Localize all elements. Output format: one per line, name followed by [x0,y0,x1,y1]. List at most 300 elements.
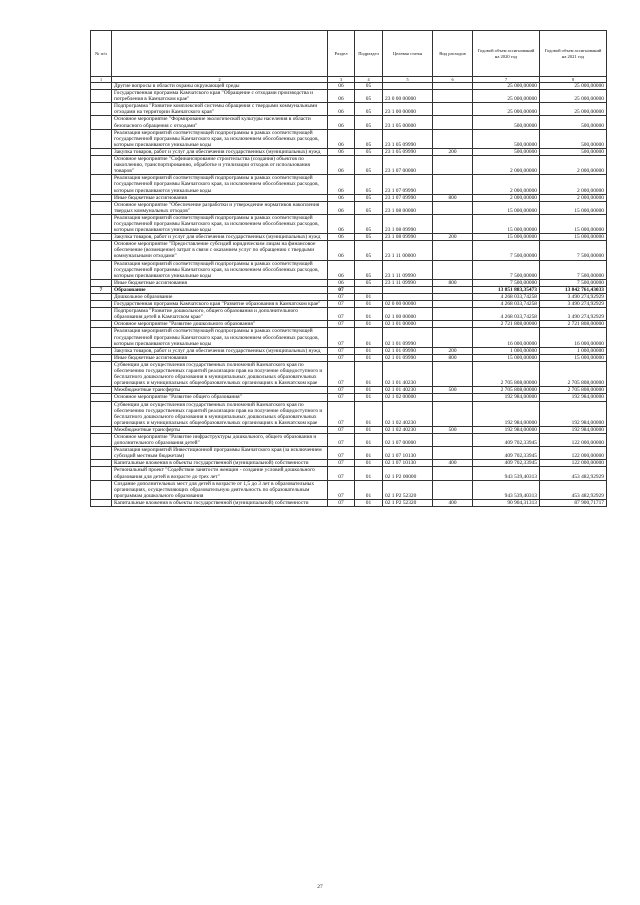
table-row [91,83,607,90]
cell-podrazdel: 05 [355,234,383,241]
cell-celevaya: 02 1 01 40230 [383,387,433,394]
header-razdel: Раздел [328,31,355,77]
cell-celevaya: 02 1 07 10130 [383,447,433,460]
cell-num [91,90,112,103]
cell-2021: 2 705 808,00000 [540,387,607,394]
table-row [91,480,607,499]
cell-vid [433,321,473,328]
header-name [112,31,328,77]
cell-podrazdel: 01 [355,294,383,301]
cell-razdel: 07 [328,328,355,347]
table-row [91,354,607,361]
cell-razdel: 06 [328,156,355,175]
cell-razdel: 07 [328,433,355,446]
table-row [91,467,607,480]
cell-vid [433,433,473,446]
cell-2021: 25 000,00000 [540,90,607,103]
cell-razdel: 07 [328,301,355,308]
cell-razdel: 07 [328,294,355,301]
cell-2021: 453 482,92929 [540,480,607,499]
cell-num [91,308,112,321]
table-row [91,426,607,433]
cell-podrazdel: 01 [355,460,383,467]
cell-celevaya: 02 0 00 00000 [383,301,433,308]
cell-2020: 192 984,00000 [473,394,540,401]
cell-num [91,467,112,480]
header-num: № п/п [91,31,112,77]
cell-2021: 192 984,00000 [540,401,607,426]
cell-celevaya: 23 1 08 00000 [383,201,433,214]
cell-vid [433,467,473,480]
cell-2021: 192 984,00000 [540,426,607,433]
cell-razdel: 06 [328,241,355,260]
cell-2020: 409 702,33945 [473,433,540,446]
table-row [91,447,607,460]
table-row [91,175,607,194]
cell-2020: 409 702,33945 [473,460,540,467]
cell-name: Капитальные вложения в объекты государственной (муниципальной) собственности [112,460,328,467]
cell-razdel: 06 [328,279,355,286]
cell-num [91,175,112,194]
table-row [91,116,607,129]
cell-razdel: 06 [328,90,355,103]
cell-podrazdel: 05 [355,90,383,103]
cell-podrazdel: 05 [355,214,383,233]
cell-vid [433,308,473,321]
header-vid: Вид расходов [433,31,473,77]
cell-num [91,294,112,301]
table-row [91,387,607,394]
cell-2021: 16 000,00000 [540,328,607,347]
cell-podrazdel: 01 [355,347,383,354]
cell-razdel: 07 [328,387,355,394]
cell-num [91,347,112,354]
cell-num [91,241,112,260]
cell-num [91,148,112,155]
cell-num [91,234,112,241]
cell-podrazdel: 05 [355,175,383,194]
cell-name: Образование [112,286,328,293]
cell-2020: 943 539,40313 [473,480,540,499]
cell-name: Основное мероприятие "Развитие общего образования" [112,394,328,401]
cell-2020: 500,00000 [473,116,540,129]
cell-2020: 7 500,00000 [473,260,540,279]
table-row [91,394,607,401]
cell-num [91,214,112,233]
cell-celevaya [383,83,433,90]
cell-vid: 200 [433,148,473,155]
cell-name: Основное мероприятие "Формирование экологической культуры населения в области безопасного обращения с отходами" [112,116,328,129]
cell-name: Субвенции для осуществления государственных полномочий Камчатского края по обеспечению государственных гарантий реализации прав на получение общедоступного и бесплатного дошкольного образования в муниципальных дошкольных образовательных организациях и муниципальных общеобразовательных организациях в Камчатском крае [112,401,328,426]
cell-2020: 943 539,40313 [473,467,540,480]
cell-name: Подпрограмма "Развитие комплексной системы обращения с твердыми коммунальными отходами на территории Камчатского края" [112,103,328,116]
table-row [91,286,607,293]
cell-celevaya: 02 1 02 40230 [383,426,433,433]
cell-celevaya: 23 1 07 09990 [383,194,433,201]
cell-name: Создание дополнительных мест для детей в возрасте от 1,5 до 3 лет в образовательных организациях, осуществляющих образовательную деятельность по образовательным программам дошкольного образования [112,480,328,499]
cell-razdel: 07 [328,401,355,426]
cell-2020: 2 000,00000 [473,194,540,201]
cell-2021: 15 000,00000 [540,214,607,233]
cell-celevaya: 02 1 02 40230 [383,401,433,426]
cell-podrazdel: 01 [355,433,383,446]
table-row [91,460,607,467]
cell-celevaya: 02 1 P2 00000 [383,467,433,480]
cell-vid [433,241,473,260]
cell-podrazdel [355,286,383,293]
cell-razdel: 07 [328,394,355,401]
cell-name: Реализация мероприятий соответствующей подпрограммы в рамках соответствующей государственной программы Камчатского края, за исключением обособленных расходов, которым присваиваются уникальные коды [112,328,328,347]
cell-celevaya [383,294,433,301]
cell-vid: 400 [433,460,473,467]
cell-podrazdel: 05 [355,201,383,214]
table-row [91,328,607,347]
cell-2020: 7 500,00000 [473,241,540,260]
table-row [91,234,607,241]
cell-num [91,129,112,148]
colnum-3: 3 [328,77,355,83]
colnum-6: 6 [433,77,473,83]
cell-name: Иные бюджетные ассигнования [112,279,328,286]
table-row [91,308,607,321]
cell-num [91,194,112,201]
cell-razdel: 07 [328,460,355,467]
cell-name: Государственная программа Камчатского края "Развитие образования в Камчатском крае" [112,301,328,308]
cell-2021: 453 482,92929 [540,467,607,480]
cell-celevaya: 02 1 01 09990 [383,354,433,361]
cell-2020: 7 500,00000 [473,279,540,286]
table-row [91,156,607,175]
cell-2021: 122 000,00000 [540,460,607,467]
cell-vid [433,156,473,175]
header-2020: Годовой объем ассигнований на 2020 год [473,31,540,77]
cell-name: Другие вопросы в области охраны окружающей среды [112,83,328,90]
cell-vid [433,480,473,499]
colnum-1: 1 [91,77,112,83]
cell-2020: 409 702,33945 [473,447,540,460]
cell-2020: 500,00000 [473,129,540,148]
cell-celevaya: 02 1 P2 52320 [383,480,433,499]
table-row [91,279,607,286]
table-row [91,260,607,279]
cell-razdel: 06 [328,201,355,214]
cell-2021: 15 000,00000 [540,201,607,214]
cell-name: Реализация мероприятий Инвестиционной программы Камчатского края (за исключением субсидий местным бюджетам) [112,447,328,460]
cell-num [91,447,112,460]
cell-2020: 2 705 808,00000 [473,387,540,394]
cell-razdel: 07 [328,480,355,499]
cell-celevaya: 23 1 08 09990 [383,234,433,241]
cell-podrazdel: 01 [355,354,383,361]
table-row [91,90,607,103]
cell-razdel: 07 [328,426,355,433]
cell-2021: 2 705 808,00000 [540,361,607,386]
cell-vid [433,175,473,194]
cell-razdel: 06 [328,194,355,201]
cell-2021: 3 490 274,92929 [540,294,607,301]
cell-podrazdel: 01 [355,499,383,506]
cell-name: Межбюджетные трансферты [112,426,328,433]
cell-2021: 87 900,71717 [540,499,607,506]
cell-name: Основное мероприятие "Обеспечение разработки и утверждение нормативов накопления твердых коммунальных отходов" [112,201,328,214]
cell-num [91,103,112,116]
cell-2021: 500,00000 [540,116,607,129]
cell-podrazdel: 01 [355,467,383,480]
cell-podrazdel: 01 [355,426,383,433]
cell-celevaya: 23 1 11 09990 [383,260,433,279]
cell-2021: 7 500,00000 [540,260,607,279]
cell-name: Региональный проект "Содействие занятости женщин - создание условий дошкольного образования для детей в возрасте до трех лет" [112,467,328,480]
cell-celevaya: 02 1 01 09990 [383,347,433,354]
cell-vid: 200 [433,347,473,354]
cell-vid: 800 [433,354,473,361]
table-row [91,103,607,116]
cell-num [91,328,112,347]
cell-num [91,480,112,499]
table-row [91,361,607,386]
cell-num [91,260,112,279]
table-row [91,241,607,260]
cell-celevaya: 02 1 07 00000 [383,433,433,446]
cell-num [91,387,112,394]
table-row [91,499,607,506]
cell-2020: 2 000,00000 [473,156,540,175]
cell-celevaya: 23 1 05 09990 [383,129,433,148]
cell-2021: 500,00000 [540,148,607,155]
cell-2020: 1 000,00000 [473,347,540,354]
cell-num [91,460,112,467]
cell-name: Реализация мероприятий соответствующей подпрограммы в рамках соответствующей государственной программы Камчатского края, за исключением обособленных расходов, которым присваиваются уникальные коды [112,175,328,194]
cell-podrazdel: 01 [355,361,383,386]
cell-name: Основное мероприятие "Предоставление субсидий юридическим лицам на финансовое обеспечение (возмещение) затрат в связи с оказанием услуг по обращению с твердыми коммунальными отходами" [112,241,328,260]
cell-2021: 3 490 274,92929 [540,301,607,308]
cell-celevaya: 23 1 07 00000 [383,156,433,175]
table-row [91,194,607,201]
colnum-8: 8 [540,77,607,83]
cell-2021: 25 000,00000 [540,83,607,90]
cell-name: Закупка товаров, работ и услуг для обеспечения государственных (муниципальных) нужд [112,347,328,354]
cell-podrazdel: 05 [355,156,383,175]
table-row [91,401,607,426]
cell-razdel: 07 [328,361,355,386]
cell-name: Основное мероприятие "Софинансирование строительства (создания) объектов по накоплению, транспортированию, обработке и утилизации отходов от использования товаров" [112,156,328,175]
cell-num [91,394,112,401]
table-row [91,433,607,446]
cell-2021: 7 500,00000 [540,279,607,286]
cell-vid [433,116,473,129]
cell-podrazdel: 01 [355,328,383,347]
cell-podrazdel: 05 [355,260,383,279]
cell-2020: 2 721 808,00000 [473,321,540,328]
cell-celevaya: 02 1 00 00000 [383,308,433,321]
cell-podrazdel: 05 [355,129,383,148]
cell-2021: 122 000,00000 [540,433,607,446]
cell-2020: 4 268 033,74258 [473,301,540,308]
cell-razdel: 06 [328,214,355,233]
cell-vid [433,201,473,214]
table-header-row [91,31,607,77]
cell-vid: 500 [433,387,473,394]
cell-razdel: 07 [328,467,355,480]
cell-celevaya: 23 1 08 09990 [383,214,433,233]
colnum-2: 2 [112,77,328,83]
cell-celevaya: 23 1 11 09990 [383,279,433,286]
table-row [91,148,607,155]
table-row [91,129,607,148]
cell-podrazdel: 05 [355,279,383,286]
cell-celevaya: 23 0 00 00000 [383,90,433,103]
cell-podrazdel: 01 [355,394,383,401]
cell-2021: 15 000,00000 [540,354,607,361]
cell-2021: 3 490 274,92929 [540,308,607,321]
cell-vid: 200 [433,234,473,241]
cell-vid: 800 [433,194,473,201]
cell-podrazdel: 01 [355,447,383,460]
cell-vid: 800 [433,279,473,286]
cell-num [91,301,112,308]
cell-2020: 15 000,00000 [473,354,540,361]
header-2021: Годовой объем ассигнований на 2021 год [540,31,607,77]
cell-razdel: 07 [328,286,355,293]
cell-celevaya: 23 1 05 09990 [383,148,433,155]
cell-num [91,83,112,90]
cell-razdel: 06 [328,234,355,241]
cell-num [91,426,112,433]
cell-num [91,201,112,214]
cell-2021: 192 984,00000 [540,394,607,401]
cell-celevaya: 23 1 11 00000 [383,241,433,260]
table-row [91,294,607,301]
cell-razdel: 07 [328,321,355,328]
cell-podrazdel: 05 [355,194,383,201]
cell-podrazdel: 05 [355,116,383,129]
cell-vid: 500 [433,426,473,433]
cell-celevaya [383,286,433,293]
cell-2020: 2 000,00000 [473,175,540,194]
cell-vid [433,103,473,116]
budget-table-page [90,30,606,507]
cell-vid [433,286,473,293]
cell-vid [433,301,473,308]
cell-2021: 2 721 808,00000 [540,321,607,328]
cell-2020: 13 851 883,35473 [473,286,540,293]
cell-razdel: 07 [328,499,355,506]
budget-table [90,30,607,507]
table-row [91,347,607,354]
cell-2021: 13 842 761,43033 [540,286,607,293]
cell-vid [433,83,473,90]
cell-2020: 192 984,00000 [473,426,540,433]
cell-vid: 400 [433,499,473,506]
cell-vid [433,294,473,301]
cell-name: Государственная программа Камчатского края "Обращение с отходами производства и потребления в Камчатском крае" [112,90,328,103]
cell-podrazdel: 01 [355,401,383,426]
cell-name: Дошкольное образование [112,294,328,301]
cell-name: Субвенции для осуществления государственных полномочий Камчатского края по обеспечению государственных гарантий реализации прав на получение общедоступного и бесплатного дошкольного образования в муниципальных дошкольных образовательных организациях и муниципальных общеобразовательных организациях в Камчатском крае [112,361,328,386]
cell-celevaya: 23 1 05 00000 [383,116,433,129]
cell-2020: 192 984,00000 [473,401,540,426]
cell-vid [433,447,473,460]
cell-2020: 16 000,00000 [473,328,540,347]
cell-2021: 15 000,00000 [540,234,607,241]
cell-razdel: 06 [328,148,355,155]
cell-celevaya: 23 1 07 09990 [383,175,433,194]
cell-name: Капитальные вложения в объекты государственной (муниципальной) собственности [112,499,328,506]
cell-razdel: 07 [328,347,355,354]
cell-razdel: 07 [328,308,355,321]
cell-podrazdel: 01 [355,321,383,328]
cell-2020: 2 705 808,00000 [473,361,540,386]
cell-num [91,354,112,361]
cell-num [91,156,112,175]
cell-vid [433,90,473,103]
cell-num [91,401,112,426]
cell-2021: 1 000,00000 [540,347,607,354]
table-row [91,214,607,233]
cell-name: Межбюджетные трансферты [112,387,328,394]
cell-razdel: 06 [328,260,355,279]
cell-name: Реализация мероприятий соответствующей подпрограммы в рамках соответствующей государственной программы Камчатского края, за исключением обособленных расходов, которым присваиваются уникальные коды [112,129,328,148]
cell-num [91,361,112,386]
cell-num [91,279,112,286]
page-number: 27 [317,884,323,890]
cell-2020: 90 904,31313 [473,499,540,506]
cell-vid [433,401,473,426]
table-row [91,321,607,328]
cell-2021: 122 000,00000 [540,447,607,460]
cell-2021: 500,00000 [540,129,607,148]
cell-celevaya: 02 1 P2 52320 [383,499,433,506]
cell-razdel: 07 [328,447,355,460]
cell-vid [433,361,473,386]
cell-name: Реализация мероприятий соответствующей подпрограммы в рамках соответствующей государственной программы Камчатского края, за исключением обособленных расходов, которым присваиваются уникальные коды [112,214,328,233]
cell-razdel: 06 [328,83,355,90]
cell-podrazdel: 01 [355,301,383,308]
cell-razdel: 06 [328,103,355,116]
cell-2020: 15 000,00000 [473,214,540,233]
cell-2021: 2 000,00000 [540,194,607,201]
cell-razdel: 07 [328,354,355,361]
cell-2020: 25 000,00000 [473,90,540,103]
cell-2021: 7 500,00000 [540,241,607,260]
cell-vid [433,129,473,148]
header-celevaya: Целевая статья [383,31,433,77]
cell-vid [433,394,473,401]
cell-2020: 25 000,00000 [473,83,540,90]
colnum-4: 4 [355,77,383,83]
cell-num [91,433,112,446]
cell-podrazdel: 05 [355,241,383,260]
cell-2021: 2 000,00000 [540,156,607,175]
colnum-5: 5 [383,77,433,83]
cell-name: Иные бюджетные ассигнования [112,194,328,201]
cell-num [91,116,112,129]
cell-celevaya: 02 1 01 09990 [383,328,433,347]
cell-name: Иные бюджетные ассигнования [112,354,328,361]
cell-celevaya: 02 1 01 00000 [383,321,433,328]
cell-name: Закупка товаров, работ и услуг для обеспечения государственных (муниципальных) нужд [112,234,328,241]
cell-2021: 2 000,00000 [540,175,607,194]
colnum-7: 7 [473,77,540,83]
cell-2020: 15 000,00000 [473,234,540,241]
table-body [91,83,607,507]
cell-2020: 500,00000 [473,148,540,155]
cell-name: Закупка товаров, работ и услуг для обеспечения государственных (муниципальных) нужд [112,148,328,155]
cell-num: 7 [91,286,112,293]
cell-2020: 4 268 033,74258 [473,294,540,301]
cell-celevaya: 02 1 01 40230 [383,361,433,386]
cell-vid [433,214,473,233]
